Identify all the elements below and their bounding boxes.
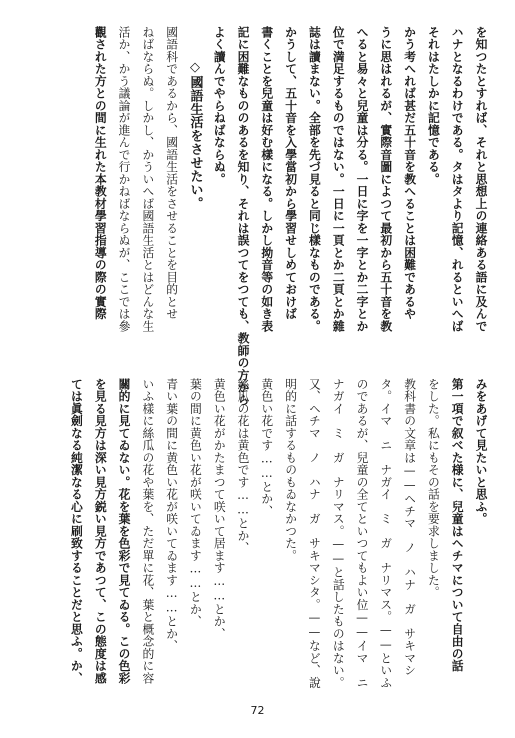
text-line: ねばならぬ。しかし、かういへば國語生活とはどんな生 (140, 26, 155, 333)
lower-text-block (22, 378, 492, 700)
text-line: 第一項で叙べた様に、兒童はヘチマについて自由の話 (450, 378, 465, 672)
text-line: よく讀んでやらねばならぬ。 (212, 26, 227, 186)
text-line: 活か、かう議論が進んで行かねばならぬが、ここでは參 (117, 26, 132, 333)
text-line: ナガイ ミ ガ ナリマス。——と話したものはない。 (331, 378, 346, 689)
text-line: 關的に見てゐない。花を葉を色彩で見てゐる。この色彩 (117, 378, 132, 685)
text-line: 書くことを兒童は好む樣になる。しかし拗音等の如き表 (259, 26, 274, 333)
text-line: 黄色い花です……とか、 (259, 378, 274, 518)
text-line: 位で満足するものではない。一日に一頁とか二頁とか雜 (331, 26, 346, 333)
text-line: かうして、五十音を入學當初から學習せしめておけば (283, 26, 298, 320)
text-line: かう考へれば甚だ五十音を教へることは困難であるや (402, 26, 417, 320)
text-line: いふ樣に絲瓜の花や葉を、ただ單に花、葉と概念的に容 (140, 378, 155, 685)
text-line: 觀された方との間に生れた本教材學習指導の際の實際 (93, 26, 108, 320)
text-line: 黄色い花がかたまつて咲いて居ます……とか、 (212, 378, 227, 640)
text-line: 國語科であるから、國語生活をさせることを目的とせ (164, 26, 179, 320)
section-heading: ◇國語生活をさせたい。 (187, 59, 203, 210)
text-line: 又、ヘチマ ノ ハナ ガ サキマシタ。——など、說 (307, 378, 322, 689)
text-line: 葉の間に黄色い花が咲いてゐます……とか、 (188, 378, 203, 628)
upper-text-block (22, 26, 492, 406)
text-line: を見る見方は深い見方鋭い見方であつて、この態度は感 (93, 378, 108, 685)
text-line: 記に困難なもののあるを知り、それは誤つてをつても、教師の方から (236, 26, 251, 406)
text-line: を知つたとすれば、それと思想上の連絡ある語に及んで (474, 26, 488, 333)
text-line: 誌は讀まない。全部を先づ見ると同じ樣なものである。 (307, 26, 322, 333)
text-line: 教科書の文章は——ヘチマ ノ ハナ ガ サキマシ (402, 378, 417, 677)
text-line: 明的に話するものもゐなかつた。 (283, 378, 298, 562)
text-line: のであるが、兒童の全てといつてもよい位——イマ ニ (355, 378, 370, 689)
text-line: ハナとなるわけである。タはタより記憶、れるといへば (450, 26, 465, 333)
text-line: それはたしかに記憶である。 (426, 26, 441, 186)
text-line: みをあげて見たいと思ふ。 (474, 378, 488, 525)
text-line: 青い葉の間に黄色い花が咲いてゐます……とか、 (164, 378, 179, 652)
text-line: タ。イマ ニ ナガイ ミ ガ ナリマス。——といふ (378, 378, 393, 689)
text-line: へると易々と兒童は分る。一日に字を一字とか二字とか (355, 26, 370, 333)
page-number: 72 (250, 704, 265, 717)
text-line: うに思はれるが、實際音圖によつて最初から五十音を教 (378, 26, 393, 333)
text-line: 絲瓜の花は黄色です……とか、 (236, 378, 251, 554)
text-line: ては眞劍なる純潔なる心に刷致することだと思ふ。か、 (69, 378, 84, 685)
text-line: をした。私にもその話を要求しました。 (426, 378, 441, 599)
